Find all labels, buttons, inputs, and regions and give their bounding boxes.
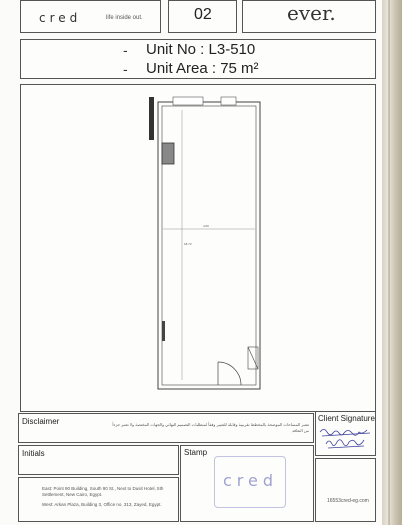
plan-service-box bbox=[248, 347, 258, 369]
handwritten-signature bbox=[316, 424, 375, 454]
disclaimer-box bbox=[18, 413, 314, 443]
unit-dash-2: - bbox=[123, 61, 128, 77]
binder-spine bbox=[382, 0, 402, 525]
plan-top-recess-2 bbox=[221, 97, 236, 105]
contact-box bbox=[315, 458, 376, 522]
unit-area: Unit Area : 75 m² bbox=[146, 60, 259, 77]
page-number-box bbox=[168, 0, 237, 33]
client-signature-label: Client Signature bbox=[318, 414, 375, 423]
project-logo: ever. bbox=[287, 1, 336, 25]
unit-number: Unit No : L3-510 bbox=[146, 41, 256, 58]
plan-dimension-width: 4.00 bbox=[203, 224, 209, 228]
plan-side-element bbox=[162, 321, 165, 341]
stamp-box bbox=[180, 445, 314, 522]
address-box bbox=[18, 477, 179, 522]
page-number: 02 bbox=[194, 6, 212, 23]
stamp-label: Stamp bbox=[184, 448, 208, 457]
initials-box bbox=[18, 445, 179, 475]
disclaimer-text: تعتبر المساحات الموضحة بالمخطط تقريبية وقابلة للتغيير وفقاً لمتطلبات التصميم النهائي والجهات المختصة ولا تعتبر جزءاً من التعاقد bbox=[112, 422, 309, 433]
plan-column bbox=[162, 143, 174, 164]
brand-logo: cred bbox=[39, 11, 82, 25]
client-signature-box bbox=[315, 411, 376, 456]
unit-info-box bbox=[20, 39, 376, 79]
unit-dash-1: - bbox=[123, 42, 128, 58]
floor-plan-box bbox=[20, 84, 376, 412]
plan-wall-block bbox=[149, 97, 154, 140]
floor-plan-drawing bbox=[21, 85, 375, 411]
plan-top-recess bbox=[173, 97, 203, 105]
initials-label: Initials bbox=[22, 449, 45, 458]
plan-dimension-length: 18.73 bbox=[184, 242, 192, 246]
tagline: life inside out. bbox=[106, 15, 143, 21]
address-west: West: Arkan Plaza, Building 3, Office no. 313, Zayed, Egypt. bbox=[42, 502, 162, 507]
plan-dimension-lines bbox=[163, 110, 255, 380]
stamp-logo: cred bbox=[223, 471, 279, 490]
company-stamp bbox=[214, 456, 286, 508]
disclaimer-label: Disclaimer bbox=[22, 417, 60, 426]
address-east: East: Point 90 Building, South 90 St., Next to Dusit Hotel, 5th Settlement, New Cairo, Egypt. bbox=[42, 486, 164, 497]
website: cred-eg.com bbox=[341, 498, 369, 504]
hotline: 16553 bbox=[327, 498, 341, 504]
header-project-box bbox=[242, 0, 376, 33]
plan-door bbox=[218, 362, 241, 385]
header-brand-box bbox=[20, 0, 161, 33]
